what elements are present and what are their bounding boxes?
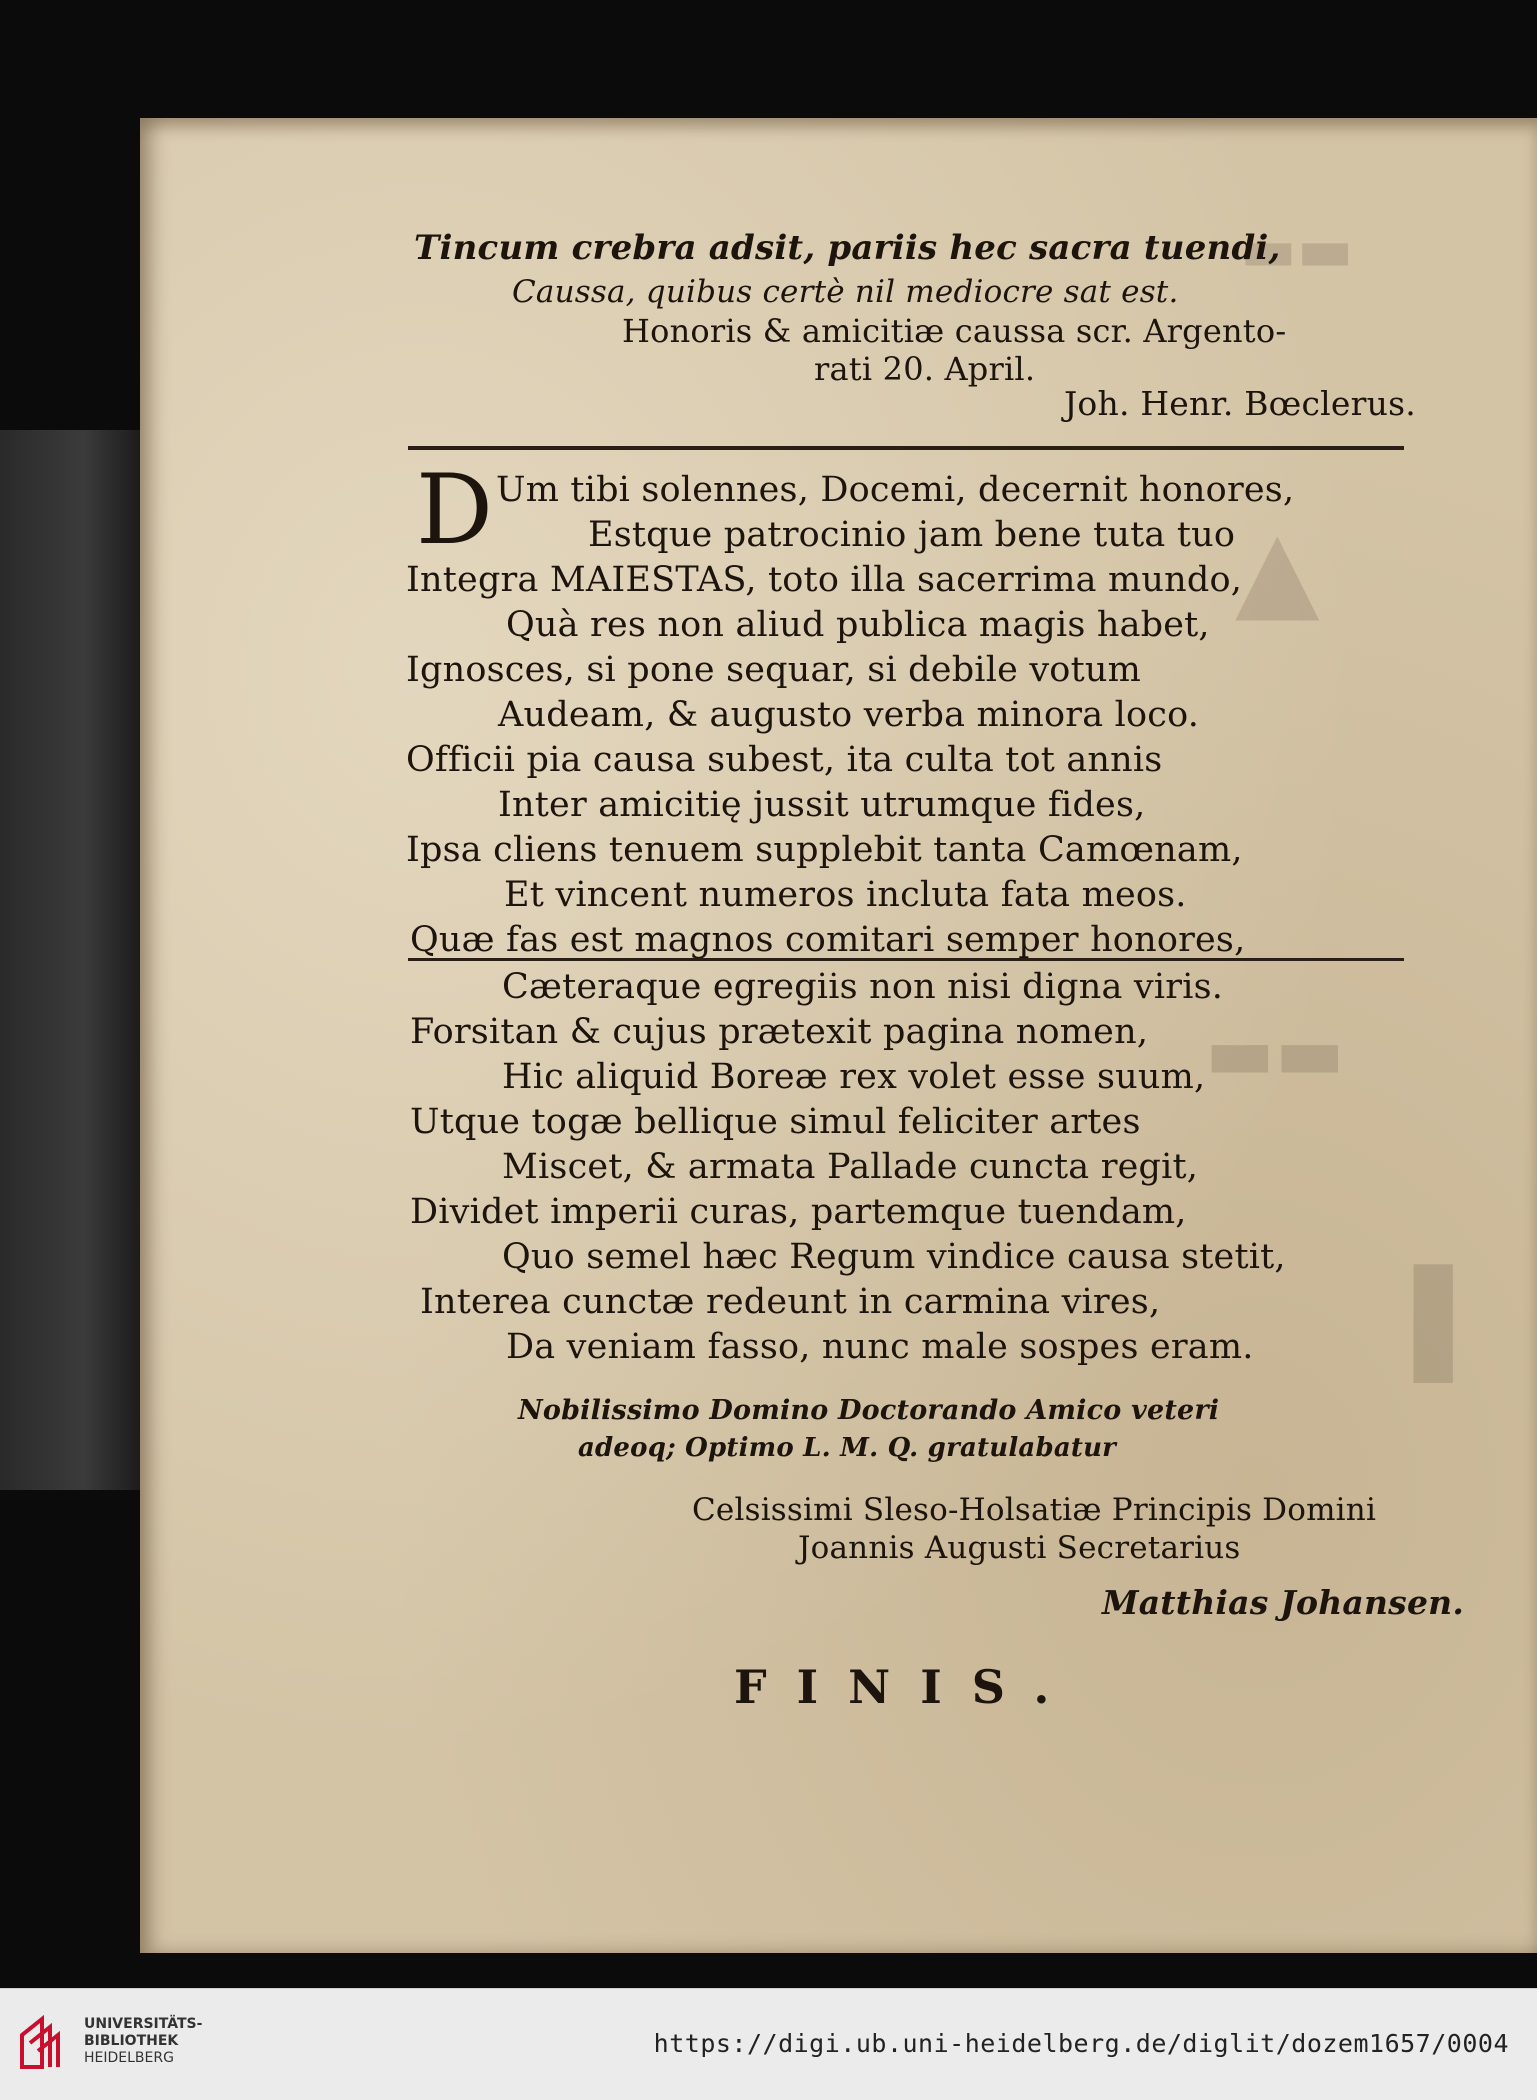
logo-line: BIBLIOTHEK [84,2033,179,2049]
signature-name: Matthias Johansen. [1102,1583,1465,1622]
section-rule [408,446,1404,450]
library-logo-text[interactable] [84,2016,202,2067]
poem-line: Audeam, & augusto verba minora loco. [498,695,1200,735]
header-line: Caussa, quibus certè nil mediocre sat est. [512,274,1179,310]
poem-line: Et vincent numeros incluta fata meos. [504,875,1187,915]
bleed-through-mark: ▬▬ [1240,215,1354,285]
poem-line: Inter amicitię jussit utrumque fides, [498,785,1146,825]
dedication-line: Nobilissimo Domino Doctorando Amico veteri [518,1395,1220,1426]
poem-line: Cæteraque egregiis non nisi digna viris. [502,967,1224,1007]
dedication-line: adeoq; Optimo L. M. Q. gratulabatur [578,1433,1117,1463]
poem-line: Estque patrocinio jam bene tuta tuo [588,515,1236,555]
poem-line: Quæ fas est magnos comitari semper honores, [410,920,1246,960]
poem-line: Da veniam fasso, nunc male sospes eram. [506,1327,1254,1367]
scan-background-panel [0,430,140,1490]
poem-line: Dividet imperii curas, partemque tuendam, [410,1192,1187,1232]
poem-line: Forsitan & cujus prætexit pagina nomen, [410,1012,1149,1052]
poem-line: Integra MAIESTAS, toto illa sacerrima mundo, [406,560,1243,600]
poem-line: Miscet, & armata Pallade cuncta regit, [502,1147,1199,1187]
poem-line: Um tibi solennes, Docemi, decernit honores, [496,470,1295,510]
poem-line: Quo semel hæc Regum vindice causa stetit, [502,1237,1286,1277]
poem-line: Officii pia causa subest, ita culta tot annis [406,740,1163,780]
signature-line: Celsissimi Sleso-Holsatiæ Principis Domini [692,1492,1377,1528]
logo-line: UNIVERSITÄTS- [84,2016,203,2032]
poem-line: Interea cunctæ redeunt in carmina vires, [420,1282,1161,1322]
finis-text: FINIS. [734,1660,1080,1714]
poem-line: Hic aliquid Boreæ rex volet esse suum, [502,1057,1206,1097]
bleed-through-mark: ▐ [1375,1265,1452,1382]
section-rule [408,958,1404,961]
viewer-footer [0,1988,1537,2100]
poem-line: Ipsa cliens tenuem supplebit tanta Camœnam, [406,830,1243,870]
poem-line: Utque togæ bellique simul feliciter artes [410,1102,1141,1142]
poem-line: Quà res non aliud publica magis habet, [506,605,1210,645]
logo-line: HEIDELBERG [84,2050,174,2066]
bleed-through-mark: ▬▬ [1205,1010,1345,1096]
drop-cap: D [416,454,493,566]
header-line: Tincum crebra adsit, pariis hec sacra tuendi, [414,228,1281,268]
bleed-through-mark: ▲ [1235,505,1320,633]
header-author: Joh. Henr. Bœclerus. [1064,384,1416,423]
permalink-url[interactable]: https://digi.ub.uni-heidelberg.de/diglit/dozem1657/0004 [653,2029,1509,2058]
poem-line: Ignosces, si pone sequar, si debile votum [406,650,1141,690]
library-logo-icon[interactable] [16,2013,74,2073]
header-line: Honoris & amicitiæ caussa scr. Argento- [622,312,1287,350]
header-line: rati 20. April. [814,350,1036,388]
signature-line: Joannis Augusti Secretarius [798,1530,1241,1566]
